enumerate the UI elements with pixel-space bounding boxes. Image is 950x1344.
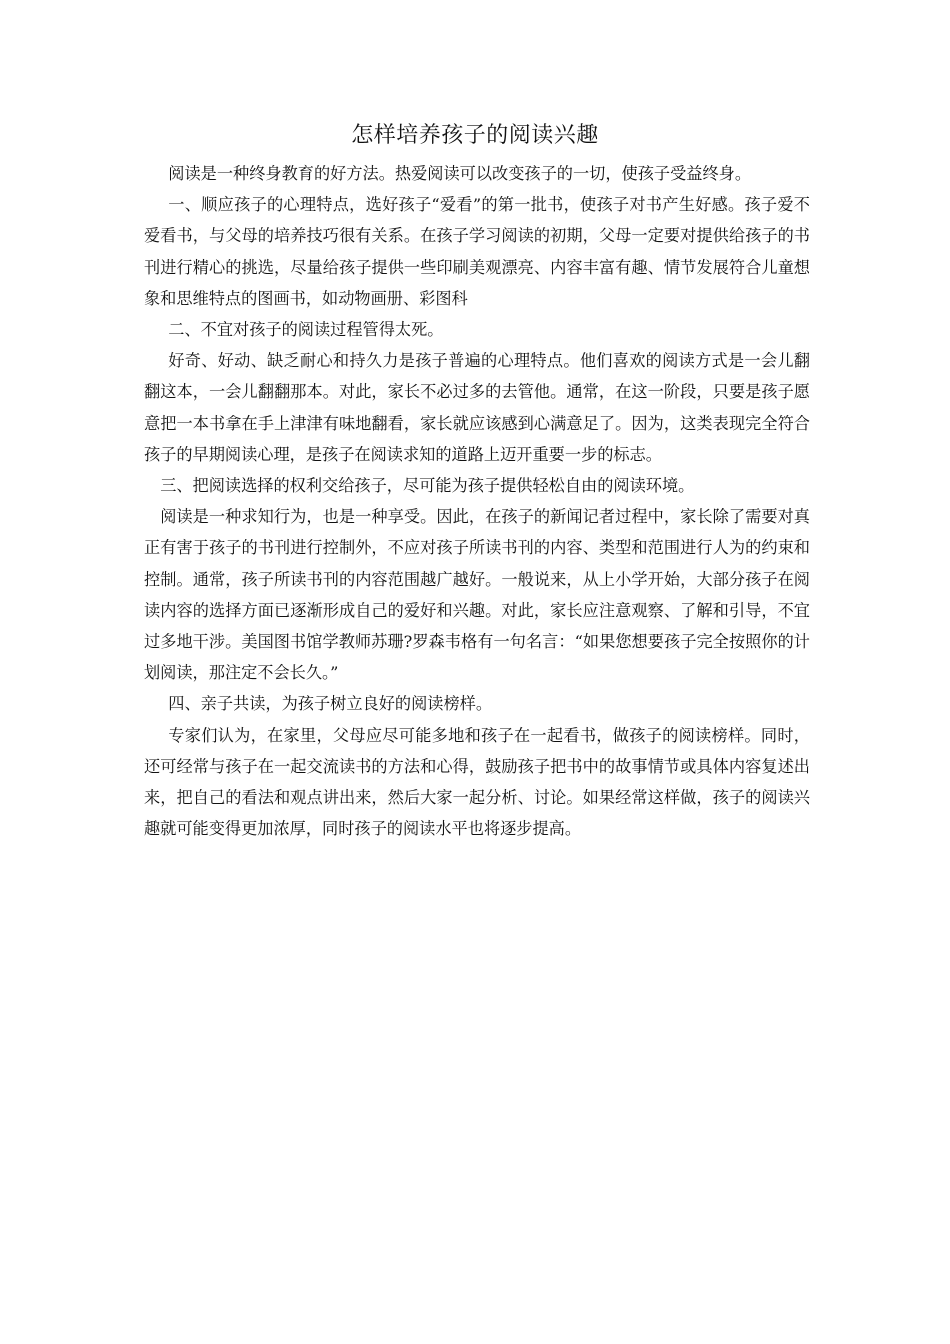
paragraph-heading-4: 四、亲子共读，为孩子树立良好的阅读榜样。: [168, 694, 493, 714]
document-title: [0, 118, 950, 154]
paragraph-intro: 阅读是一种终身教育的好方法。热爱阅读可以改变孩子的一切，使孩子受益终身。: [168, 164, 752, 183]
paragraph-section-4-body: 专家们认为，在家里，父母应尽可能多地和孩子在一起看书，做孩子的阅读榜样。同时，还可经常与孩子在一起交流读书的方法和心得，鼓励孩子把书中的故事情节或具体内容复述出来，把自己的看法和观点讲出来，然后大家一起分析、讨论。如果经常这样做，孩子的阅读兴趣就可能变得更加浓厚，同时孩子的阅读水平也将逐步提高。: [144, 725, 810, 839]
paragraph-heading-3: 三、把阅读选择的权利交给孩子，尽可能为孩子提供轻松自由的阅读环境。: [160, 476, 695, 496]
document-title-text: 怎样培养孩子的阅读兴趣: [351, 123, 599, 148]
document-body: [144, 158, 810, 844]
paragraph-section-2-body: 好奇、好动、缺乏耐心和持久力是孩子普遍的心理特点。他们喜欢的阅读方式是一会儿翻翻这本，一会儿翻翻那本。对此，家长不必过多的去管他。通常，在这一阶段，只要是孩子愿意把一本书拿在手上津津有味地翻看，家长就应该感到心满意足了。因为，这类表现完全符合孩子的早期阅读心理，是孩子在阅读求知的道路上迈开重要一步的标志。: [144, 351, 810, 464]
paragraph-section-3-body: 阅读是一种求知行为，也是一种享受。因此，在孩子的新闻记者过程中，家长除了需要对真正有害于孩子的书刊进行控制外，不应对孩子所读书刊的内容、类型和范围进行人为的约束和控制。通常，孩子所读书刊的内容范围越广越好。一般说来，从上小学开始，大部分孩子在阅读内容的选择方面已逐渐形成自己的爱好和兴趣。对此，家长应注意观察、了解和引导，不宜过多地干涉。美国图书馆学教师苏珊?罗森韦格有一句名言：“如果您想要孩子完全按照你的计划阅读，那注定不会长久。”: [144, 507, 810, 683]
paragraph-heading-2: 二、不宜对孩子的阅读过程管得太死。: [168, 320, 444, 340]
paragraph-section-1: 一、顺应孩子的心理特点，选好孩子“爱看”的第一批书，使孩子对书产生好感。孩子爱不爱看书，与父母的培养技巧很有关系。在孩子学习阅读的初期，父母一定要对提供给孩子的书刊进行精心的挑选，尽量给孩子提供一些印刷美观漂亮、内容丰富有趣、情节发展符合儿童想象和思维特点的图画书，如动物画册、彩图科: [144, 195, 810, 308]
